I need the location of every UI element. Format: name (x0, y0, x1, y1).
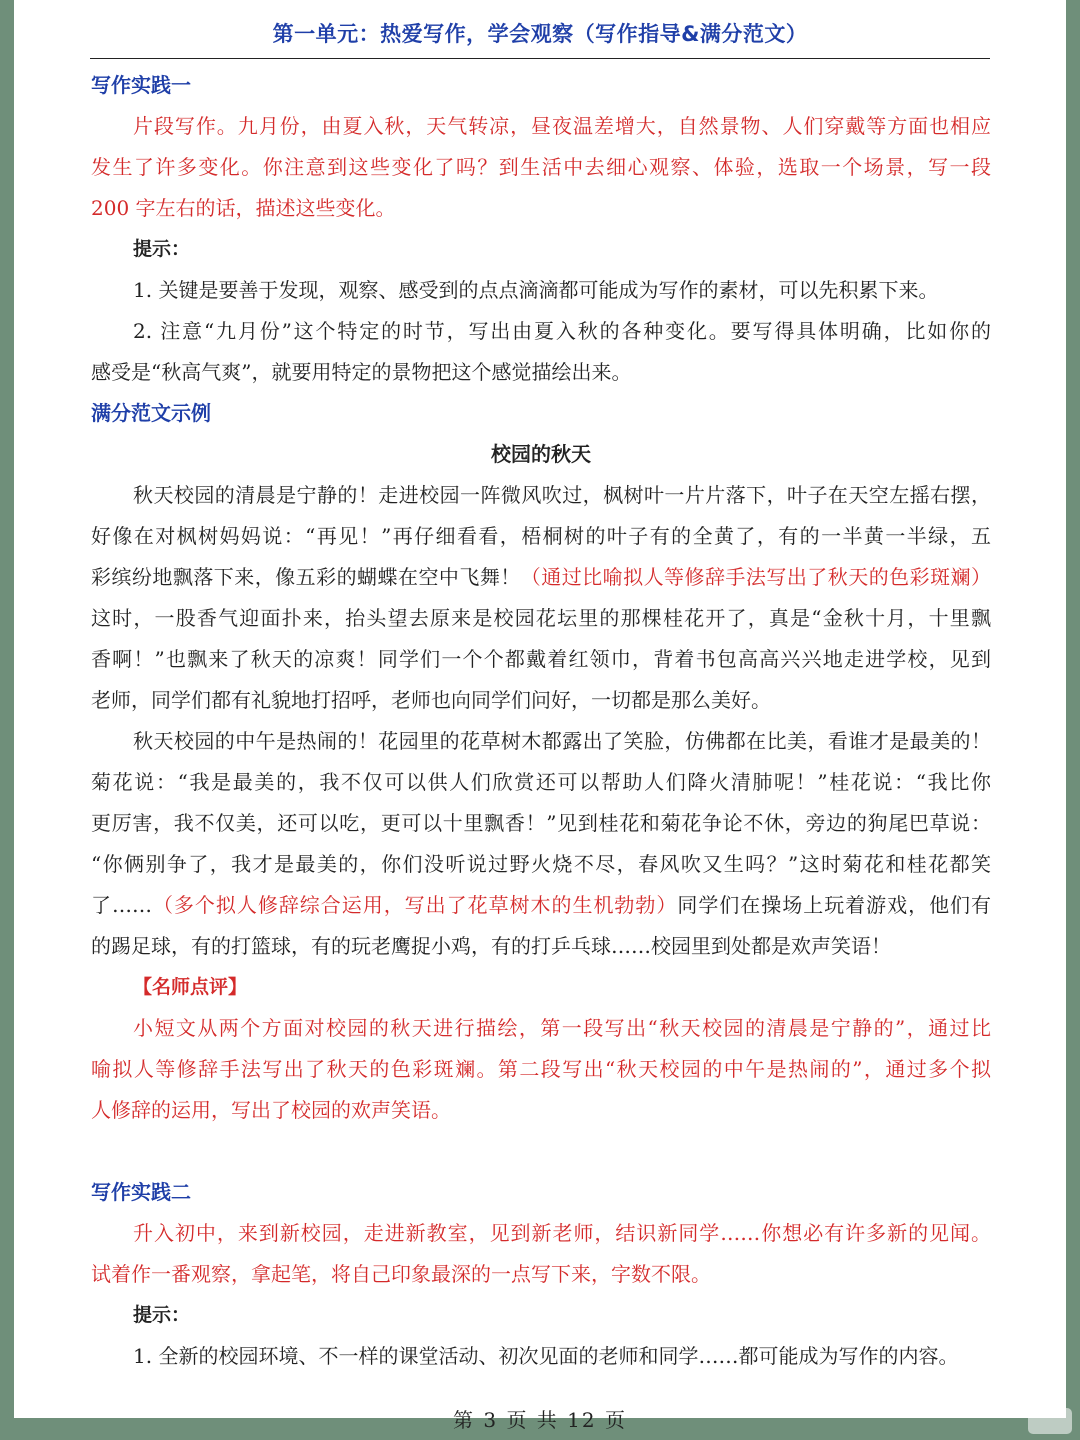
essay-para2-line: 菊花说：“我是最美的，我不仅可以供人们欣赏还可以帮助人们降火清肺呢！”桂花说：“我比你 (91, 770, 991, 794)
review-line: 喻拟人等修辞手法写出了秋天的色彩斑斓。第二段写出“秋天校园的中午是热闹的”，通过多个拟 (91, 1057, 991, 1081)
essay-annotation: （多个拟人修辞综合运用，写出了花草树木的生机勃勃） (151, 893, 678, 917)
essay-text: 彩缤纷地飘落下来，像五彩的蝴蝶在空中飞舞！ (91, 565, 521, 589)
review-line: 小短文从两个方面对校园的秋天进行描绘，第一段写出“秋天校园的清晨是宁静的”，通过比 (133, 1016, 991, 1040)
essay-para2-line (91, 885, 991, 926)
document-body (91, 65, 991, 1377)
essay-annotation: （通过比喻拟人等修辞手法写出了秋天的色彩斑斓） (520, 565, 992, 589)
practice1-heading: 写作实践一 (91, 73, 191, 97)
review-line: 人修辞的运用，写出了校园的欢声笑语。 (91, 1098, 451, 1122)
practice2-prompt-line: 试着作一番观察，拿起笔，将自己印象最深的一点写下来，字数不限。 (91, 1262, 711, 1286)
practice1-prompt-line: 200 字左右的话，描述这些变化。 (91, 196, 396, 220)
essay-title: 校园的秋天 (491, 442, 591, 466)
review-label: 【名师点评】 (133, 976, 248, 998)
essay-para1-line: 好像在对枫树妈妈说：“再见！”再仔细看看，梧桐树的叶子有的全黄了，有的一半黄一半绿，五 (91, 524, 991, 548)
page-number-footer: 第 3 页 共 12 页 (453, 1408, 627, 1432)
watermark-badge-icon (1028, 1408, 1072, 1434)
practice1-tip-line: 感受是“秋高气爽”，就要用特定的景物把这个感觉描绘出来。 (91, 360, 632, 384)
section-spacer (91, 1131, 991, 1172)
essay-para1-line (91, 557, 991, 598)
practice2-prompt-line: 升入初中，来到新校园，走进新教室，见到新老师，结识新同学……你想必有许多新的见闻。 (133, 1221, 991, 1245)
essay-para2-line: 更厉害，我不仅美，还可以吃，更可以十里飘香！”见到桂花和菊花争论不休，旁边的狗尾巴草说： (91, 811, 991, 835)
essay-text: 了…… (91, 893, 152, 917)
page-header-title: 第一单元：热爱写作，学会观察（写作指导&满分范文） (272, 22, 808, 46)
header-divider (90, 58, 990, 59)
essay-text: 同学们在操场上玩着游戏，他们有 (677, 893, 992, 917)
practice1-tip-line: 1. 关键是要善于发现，观察、感受到的点点滴滴都可能成为写作的素材，可以先积累下来。 (133, 278, 939, 302)
practice1-prompt-line: 片段写作。九月份，由夏入秋，天气转凉，昼夜温差增大，自然景物、人们穿戴等方面也相应 (133, 114, 991, 138)
practice1-tips-label: 提示： (133, 238, 191, 260)
essay-para1-line: 香啊！”也飘来了秋天的凉爽！同学们一个个都戴着红领巾，背着书包高高兴兴地走进学校，见到 (91, 647, 991, 671)
practice2-tips-label: 提示： (133, 1304, 191, 1326)
essay-para1-line: 这时，一股香气迎面扑来，抬头望去原来是校园花坛里的那棵桂花开了，真是“金秋十月，十里飘 (91, 606, 991, 630)
essay-para2-line: “你俩别争了，我才是最美的，你们没听说过野火烧不尽，春风吹又生吗？”这时菊花和桂花都笑 (91, 852, 991, 876)
sample-heading: 满分范文示例 (91, 401, 211, 425)
practice2-tip-line: 1. 全新的校园环境、不一样的课堂活动、初次见面的老师和同学……都可能成为写作的内容。 (133, 1344, 959, 1368)
essay-para1-line: 秋天校园的清晨是宁静的！走进校园一阵微风吹过，枫树叶一片片落下，叶子在天空左摇右摆， (133, 483, 991, 507)
essay-para2-line: 的踢足球，有的打篮球，有的玩老鹰捉小鸡，有的打乒乓球……校园里到处都是欢声笑语！ (91, 934, 891, 958)
essay-para1-line: 老师，同学们都有礼貌地打招呼，老师也向同学们问好，一切都是那么美好。 (91, 688, 771, 712)
practice1-prompt-line: 发生了许多变化。你注意到这些变化了吗？到生活中去细心观察、体验，选取一个场景，写一段 (91, 155, 991, 179)
document-page (14, 0, 1066, 1432)
practice1-tip-line: 2. 注意“九月份”这个特定的时节，写出由夏入秋的各种变化。要写得具体明确，比如你的 (133, 319, 991, 343)
essay-para2-line: 秋天校园的中午是热闹的！花园里的花草树木都露出了笑脸，仿佛都在比美，看谁才是最美的！ (133, 729, 991, 753)
practice2-heading: 写作实践二 (91, 1180, 191, 1204)
